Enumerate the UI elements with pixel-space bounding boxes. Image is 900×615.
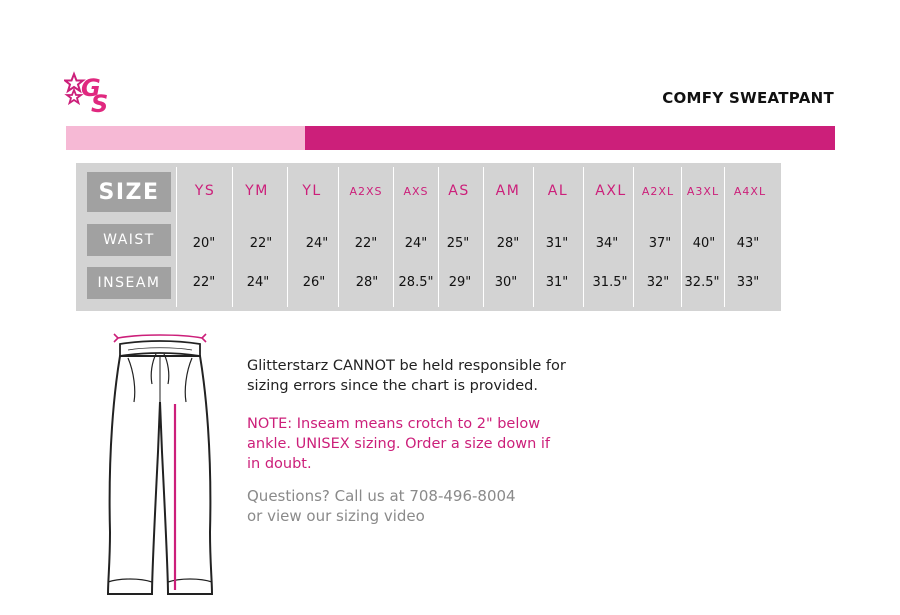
size-row-header: SIZE <box>87 172 171 212</box>
column-divider <box>287 167 288 307</box>
inseam-value: 24" <box>246 275 270 290</box>
svg-text:G: G <box>81 74 101 102</box>
size-label: A3XL <box>686 185 720 198</box>
waist-row-header: WAIST <box>87 224 171 256</box>
waist-value: 43" <box>736 236 760 251</box>
size-label: AS <box>448 183 470 199</box>
column-divider <box>583 167 584 307</box>
note-line: NOTE: Inseam means crotch to 2" below <box>247 416 541 432</box>
contact-info <box>247 486 607 526</box>
inseam-value: 31.5" <box>592 275 628 290</box>
inseam-note <box>247 414 607 474</box>
size-label: AXS <box>403 185 429 198</box>
svg-text:S: S <box>91 90 109 118</box>
note-line: in doubt. <box>247 456 312 472</box>
column-divider <box>633 167 634 307</box>
inseam-value: 29" <box>448 275 472 290</box>
size-label: A2XL <box>641 185 675 198</box>
column-divider <box>681 167 682 307</box>
waist-value: 31" <box>545 236 569 251</box>
size-label: YS <box>194 183 216 199</box>
sizing-video-link[interactable]: or view our sizing video <box>247 507 425 525</box>
column-divider <box>533 167 534 307</box>
waist-value: 25" <box>446 236 470 251</box>
inseam-value: 31" <box>545 275 569 290</box>
size-label: AL <box>547 183 569 199</box>
size-label: YL <box>302 183 322 199</box>
waist-value: 34" <box>595 236 619 251</box>
disclaimer-text <box>247 356 607 396</box>
size-label: A4XL <box>733 185 767 198</box>
inseam-value: 22" <box>192 275 216 290</box>
inseam-row-header: INSEAM <box>87 267 171 299</box>
product-title: COMFY SWEATPANT <box>662 89 834 107</box>
column-divider <box>393 167 394 307</box>
size-label: A2XS <box>349 185 383 198</box>
waist-value: 22" <box>354 236 378 251</box>
contact-phone[interactable]: Questions? Call us at 708-496-8004 <box>247 487 516 505</box>
waist-value: 22" <box>249 236 273 251</box>
header-band-dark <box>305 126 835 150</box>
inseam-value: 33" <box>736 275 760 290</box>
disclaimer-line: sizing errors since the chart is provided. <box>247 378 538 394</box>
inseam-value: 30" <box>494 275 518 290</box>
header-band-light <box>66 126 305 150</box>
inseam-value: 32.5" <box>684 275 720 290</box>
inseam-value: 32" <box>646 275 670 290</box>
size-label: AM <box>495 183 521 199</box>
waist-value: 24" <box>305 236 329 251</box>
column-divider <box>438 167 439 307</box>
sweatpant-illustration <box>100 332 218 600</box>
waist-value: 20" <box>192 236 216 251</box>
waist-value: 24" <box>404 236 428 251</box>
size-label: AXL <box>595 183 627 199</box>
column-divider <box>176 167 177 307</box>
inseam-value: 28.5" <box>398 275 434 290</box>
column-divider <box>483 167 484 307</box>
inseam-value: 28" <box>355 275 379 290</box>
note-line: ankle. UNISEX sizing. Order a size down if <box>247 436 551 452</box>
column-divider <box>724 167 725 307</box>
column-divider <box>232 167 233 307</box>
waist-value: 28" <box>496 236 520 251</box>
size-chart-table <box>76 163 781 311</box>
disclaimer-line: Glitterstarz CANNOT be held responsible for <box>247 358 566 374</box>
column-divider <box>338 167 339 307</box>
waist-value: 40" <box>692 236 716 251</box>
waist-value: 37" <box>648 236 672 251</box>
inseam-value: 26" <box>302 275 326 290</box>
size-label: YM <box>245 183 269 199</box>
glitterstarz-logo-icon <box>64 68 120 118</box>
